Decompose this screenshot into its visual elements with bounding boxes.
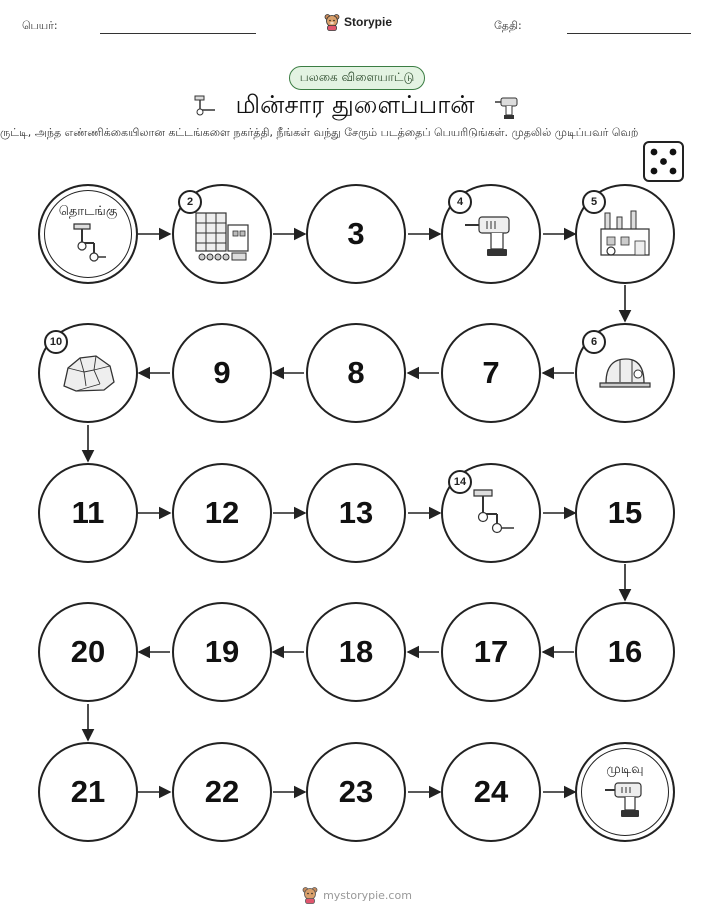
square-number: 21 [70,774,106,809]
name-label: பெயர்: [22,19,58,32]
board-square-21 [38,742,138,842]
square-number: 22 [204,774,240,809]
board-square-1-start [38,184,138,284]
board-square-3 [306,184,406,284]
square-number: 18 [338,634,374,669]
instructions-text: ருட்டி, அந்த எண்ணிக்கையிலான கட்டங்களை நகர்த்தி, நீங்கள் வந்து சேரும் படத்தைப் பெயரிடுங்கள். முதலில் முடிப்பவர் வெற் [0,126,639,139]
board-square-18 [306,602,406,702]
square-number: 9 [213,355,231,390]
square-number: 23 [338,774,374,809]
board-square-7 [441,323,541,423]
board-square-11 [38,463,138,563]
hand-drill-icon [68,220,108,264]
board-square-24 [441,742,541,842]
rock-icon [60,352,116,394]
square-number-badge: 6 [582,330,606,354]
category-badge: பலகை விளையாட்டு [289,66,425,90]
date-label: தேதி: [494,19,522,32]
footer [0,886,714,904]
square-number: 8 [347,355,365,390]
board-square-22 [172,742,272,842]
brand-name: Storypie [344,15,393,29]
board-square-17 [441,602,541,702]
power-drill-icon [463,209,519,259]
square-number: 16 [607,634,643,669]
board-square-13 [306,463,406,563]
square-number: 17 [473,634,509,669]
square-number: 12 [204,495,240,530]
hand-drill-icon [466,486,516,540]
square-number-badge: 4 [448,190,472,214]
square-number: 13 [338,495,374,530]
start-label: தொடங்கு [58,204,118,219]
board-square-12 [172,463,272,563]
square-number: 20 [70,634,106,669]
square-number-badge: 2 [178,190,202,214]
board-square-9 [172,323,272,423]
board-square-15 [575,463,675,563]
square-number: 11 [71,495,105,530]
board-square-8 [306,323,406,423]
square-number: 3 [347,216,365,251]
power-drill-icon [603,778,647,822]
factory-icon [597,209,653,259]
board-square-16 [575,602,675,702]
construction-site-icon [190,205,254,263]
square-number-badge: 14 [448,470,472,494]
board-square-23 [306,742,406,842]
page-title: மின்சார துளைப்பான் [235,90,475,119]
board-square-finish [575,742,675,842]
square-number: 24 [473,774,509,809]
square-number-badge: 5 [582,190,606,214]
footer-url[interactable]: mystorypie.com [323,888,412,902]
bear-mascot-icon [302,886,318,904]
finish-label: முடிவு [606,762,644,777]
board-square-20 [38,602,138,702]
square-number: 15 [607,495,643,530]
square-number-badge: 10 [44,330,68,354]
square-number: 7 [482,355,500,390]
board-square-19 [172,602,272,702]
hard-hat-icon [598,353,652,393]
square-number: 19 [204,634,240,669]
